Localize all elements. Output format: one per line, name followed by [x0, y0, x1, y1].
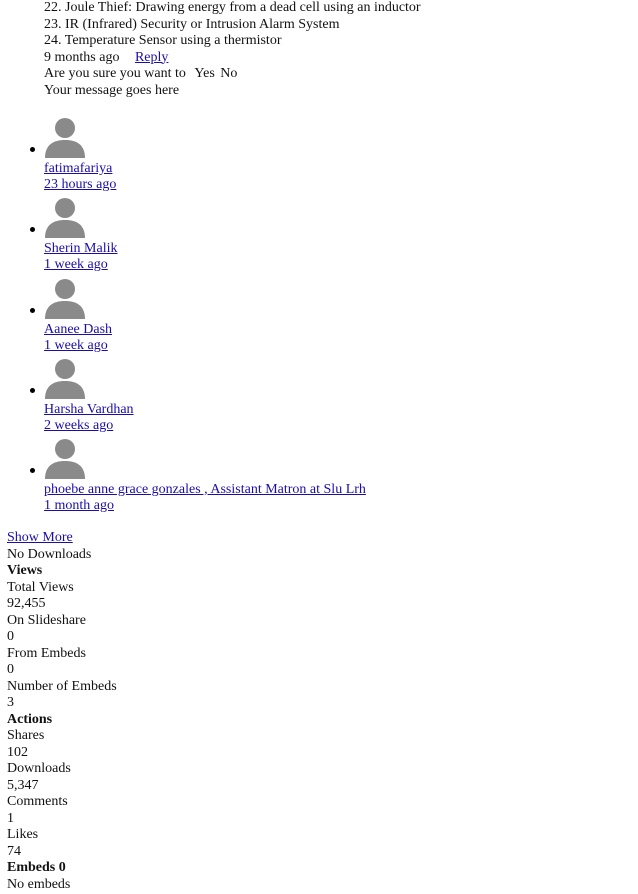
commenter-time-link[interactable]: 1 month ago — [44, 498, 114, 513]
total-views-label: Total Views — [7, 579, 74, 595]
reply-link[interactable]: Reply — [134, 49, 169, 65]
comment-body — [44, 0, 421, 99]
comment-time: 9 months ago — [44, 49, 120, 65]
comment-line: 24. Temperature Sensor using a thermistor — [44, 33, 282, 48]
confirm-yes-button[interactable]: Yes — [194, 66, 215, 81]
bullet — [30, 308, 35, 313]
list-item — [0, 271, 638, 351]
embeds-heading: Embeds 0 — [7, 860, 66, 875]
comment-meta — [44, 50, 421, 67]
show-more-link[interactable]: Show More — [7, 530, 73, 545]
list-item — [0, 351, 638, 431]
bullet — [30, 468, 35, 473]
from-embeds-label: From Embeds — [7, 645, 86, 661]
bullet — [30, 227, 35, 232]
stats-section — [7, 530, 607, 893]
shares-value: 102 — [7, 744, 28, 760]
views-heading: Views — [7, 563, 43, 578]
commenter-time-link[interactable]: 1 week ago — [44, 338, 108, 353]
commenter-name-link[interactable]: Aanee Dash — [44, 322, 113, 337]
commenter-name-link[interactable]: fatimafariya — [44, 161, 113, 176]
on-slideshare-value: 0 — [7, 629, 14, 644]
list-item — [0, 110, 638, 190]
shares-label: Shares — [7, 728, 45, 743]
user-avatar-icon[interactable] — [44, 437, 86, 479]
commenter-time-link[interactable]: 1 week ago — [44, 257, 108, 272]
actions-heading: Actions — [7, 711, 53, 727]
message-input[interactable]: Your message goes here — [44, 82, 180, 98]
number-of-embeds-value: 3 — [7, 695, 14, 710]
user-avatar-icon[interactable] — [44, 116, 86, 158]
commenter-name-link[interactable]: Harsha Vardhan — [44, 402, 134, 417]
total-views-value: 92,455 — [7, 596, 46, 611]
user-avatar-icon[interactable] — [44, 357, 86, 399]
confirm-no-button[interactable]: No — [220, 66, 238, 81]
commenter-name-link[interactable]: phoebe anne grace gonzales , Assistant Matron at Slu Lrh — [44, 482, 366, 497]
likes-label: Likes — [7, 827, 39, 842]
commenter-name-link[interactable]: Sherin Malik — [44, 241, 118, 256]
downloads-value: 5,347 — [7, 777, 39, 793]
bullet — [30, 388, 35, 393]
confirm-prompt: Are you sure you want to — [44, 66, 186, 81]
list-item — [0, 431, 638, 511]
comments-label: Comments — [7, 794, 68, 809]
likes-value: 74 — [7, 843, 21, 859]
no-embeds-text: No embeds — [7, 876, 71, 892]
on-slideshare-label: On Slideshare — [7, 612, 86, 628]
commenter-time-link[interactable]: 23 hours ago — [44, 177, 117, 192]
commenter-time-link[interactable]: 2 weeks ago — [44, 418, 114, 433]
comment-line: 22. Joule Thief: Drawing energy from a dead cell using an inductor — [44, 0, 421, 15]
user-avatar-icon[interactable] — [44, 196, 86, 238]
number-of-embeds-label: Number of Embeds — [7, 678, 117, 694]
user-avatar-icon[interactable] — [44, 277, 86, 319]
bullet — [30, 147, 35, 152]
no-downloads-text: No Downloads — [7, 546, 92, 562]
downloads-label: Downloads — [7, 761, 71, 776]
comments-value: 1 — [7, 810, 14, 826]
comment-line: 23. IR (Infrared) Security or Intrusion Alarm System — [44, 16, 340, 32]
from-embeds-value: 0 — [7, 662, 14, 677]
list-item — [0, 190, 638, 270]
delete-confirm — [44, 66, 421, 83]
